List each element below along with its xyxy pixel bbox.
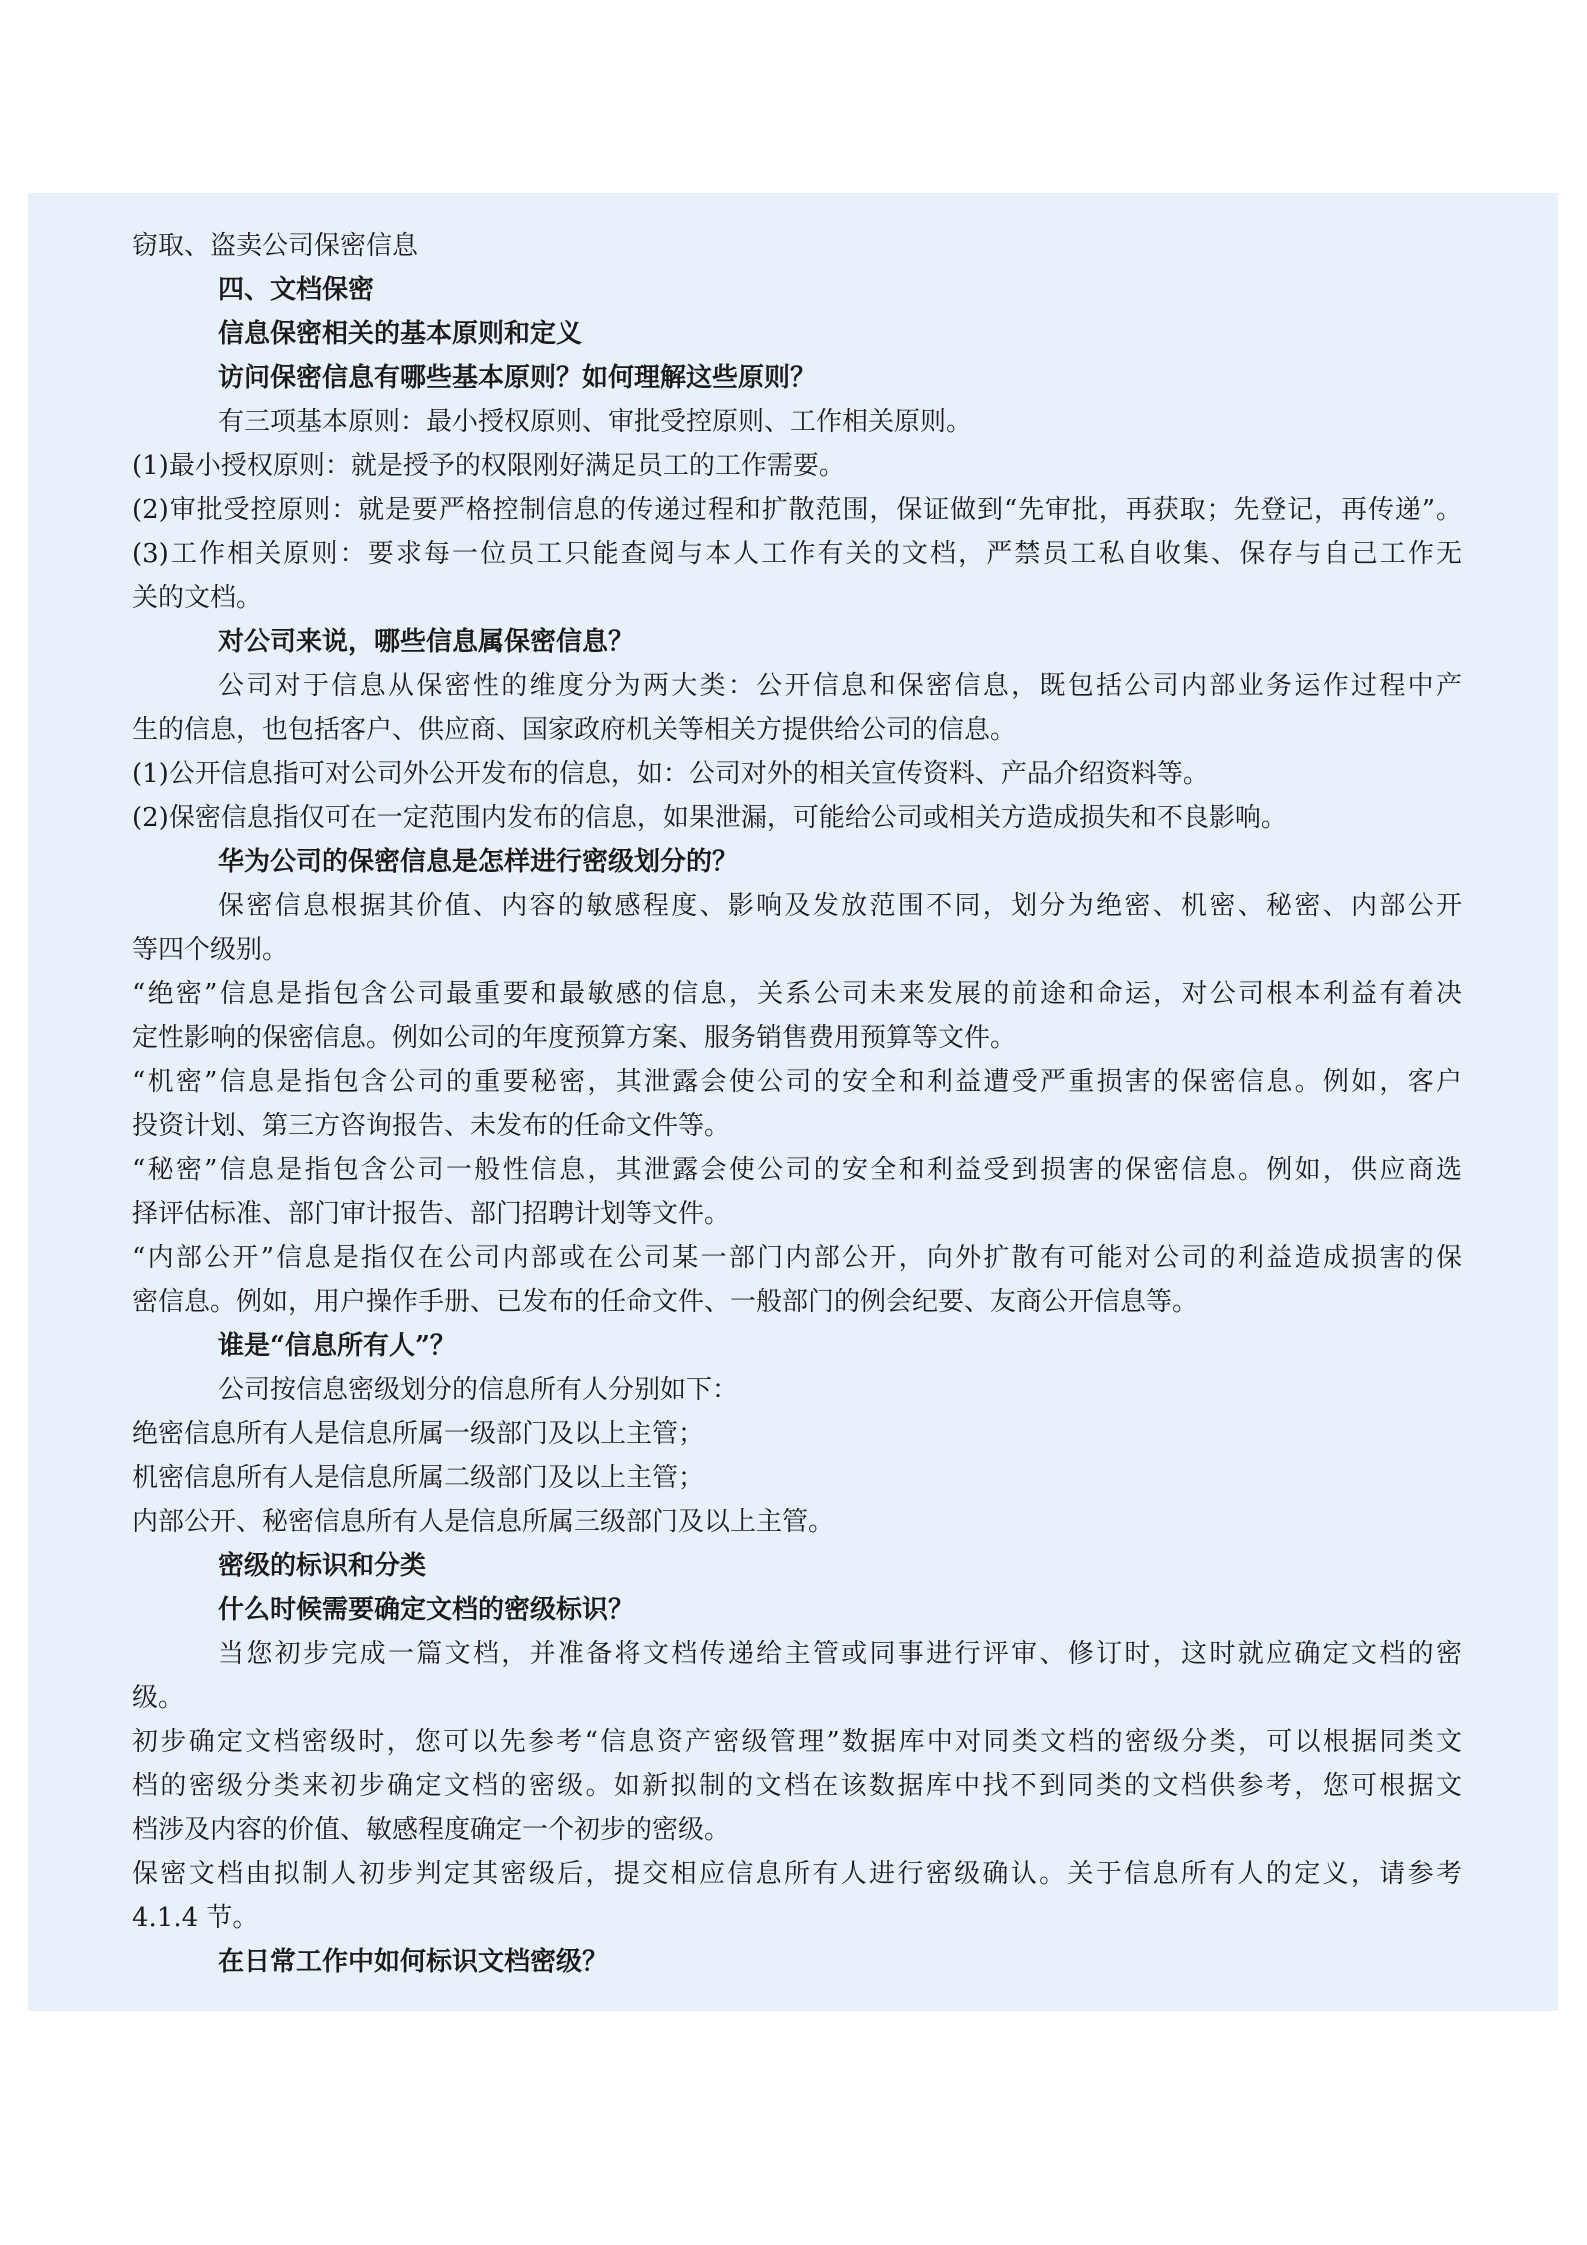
paragraph-line: 保密文档由拟制人初步判定其密级后，提交相应信息所有人进行密级确认。关于信息所有人的定义，请参考	[132, 1859, 1462, 1889]
paragraph-line: “秘密”信息是指包含公司一般性信息，其泄露会使公司的安全和利益受到损害的保密信息。例如，供应商选	[132, 1155, 1462, 1185]
paragraph-line: 定性影响的保密信息。例如公司的年度预算方案、服务销售费用预算等文件。	[132, 1023, 1017, 1053]
paragraph-line: 档的密级分类来初步确定文档的密级。如新拟制的文档在该数据库中找不到同类的文档供参考，您可根据文	[132, 1771, 1462, 1801]
paragraph-line: (2)审批受控原则：就是要严格控制信息的传递过程和扩散范围，保证做到“先审批，再获取；先登记，再传递”。	[132, 495, 1462, 525]
document-body	[132, 224, 1462, 1984]
paragraph-line: 内部公开、秘密信息所有人是信息所属三级部门及以上主管。	[132, 1507, 835, 1537]
section-heading: 访问保密信息有哪些基本原则？如何理解这些原则？	[218, 363, 817, 393]
paragraph-line: 有三项基本原则：最小授权原则、审批受控原则、工作相关原则。	[218, 407, 973, 437]
paragraph-line: 生的信息，也包括客户、供应商、国家政府机关等相关方提供给公司的信息。	[132, 715, 1017, 745]
paragraph-line: 档涉及内容的价值、敏感程度确定一个初步的密级。	[132, 1815, 731, 1845]
paragraph-line: 绝密信息所有人是信息所属一级部门及以上主管；	[132, 1419, 705, 1449]
paragraph-line: (2)保密信息指仅可在一定范围内发布的信息，如果泄漏，可能给公司或相关方造成损失和不良影响。	[132, 803, 1287, 833]
paragraph-line: 级。	[132, 1683, 185, 1713]
section-heading: 对公司来说，哪些信息属保密信息？	[218, 627, 635, 657]
paragraph-line: “内部公开”信息是指仅在公司内部或在公司某一部门内部公开，向外扩散有可能对公司的利益造成损害的保	[132, 1243, 1462, 1273]
paragraph-line: 窃取、盗卖公司保密信息	[132, 231, 419, 261]
section-heading: 四、文档保密	[218, 275, 375, 305]
paragraph-line: (1)最小授权原则：就是授予的权限刚好满足员工的工作需要。	[132, 451, 845, 481]
paragraph-line: 公司对于信息从保密性的维度分为两大类：公开信息和保密信息，既包括公司内部业务运作过程中产	[218, 671, 1462, 701]
paragraph-line: 初步确定文档密级时，您可以先参考“信息资产密级管理”数据库中对同类文档的密级分类，可以根据同类文	[132, 1727, 1462, 1757]
section-heading: 密级的标识和分类	[218, 1551, 427, 1581]
section-heading: 什么时候需要确定文档的密级标识？	[218, 1595, 635, 1625]
paragraph-line: (3)工作相关原则：要求每一位员工只能查阅与本人工作有关的文档，严禁员工私自收集、保存与自己工作无	[132, 539, 1462, 569]
paragraph-line: 4.1.4 节。	[132, 1903, 259, 1933]
section-heading: 华为公司的保密信息是怎样进行密级划分的？	[218, 847, 739, 877]
section-heading: 谁是“信息所有人”？	[218, 1331, 456, 1361]
paragraph-line: (1)公开信息指可对公司外公开发布的信息，如：公司对外的相关宣传资料、产品介绍资料等。	[132, 759, 1209, 789]
paragraph-line: 密信息。例如，用户操作手册、已发布的任命文件、一般部门的例会纪要、友商公开信息等。	[132, 1287, 1199, 1317]
section-heading: 信息保密相关的基本原则和定义	[218, 319, 583, 349]
section-heading: 在日常工作中如何标识文档密级？	[218, 1947, 609, 1977]
paragraph-line: “机密”信息是指包含公司的重要秘密，其泄露会使公司的安全和利益遭受严重损害的保密信息。例如，客户	[132, 1067, 1462, 1097]
paragraph-line: 投资计划、第三方咨询报告、未发布的任命文件等。	[132, 1111, 731, 1141]
paragraph-line: 当您初步完成一篇文档，并准备将文档传递给主管或同事进行评审、修订时，这时就应确定文档的密	[218, 1639, 1462, 1669]
paragraph-line: 择评估标准、部门审计报告、部门招聘计划等文件。	[132, 1199, 731, 1229]
paragraph-line: 保密信息根据其价值、内容的敏感程度、影响及发放范围不同，划分为绝密、机密、秘密、内部公开	[218, 891, 1462, 921]
paragraph-line: “绝密”信息是指包含公司最重要和最敏感的信息，关系公司未来发展的前途和命运，对公司根本利益有着决	[132, 979, 1462, 1009]
paragraph-line: 公司按信息密级划分的信息所有人分别如下：	[218, 1375, 739, 1405]
paragraph-line: 等四个级别。	[132, 935, 289, 965]
paragraph-line: 机密信息所有人是信息所属二级部门及以上主管；	[132, 1463, 705, 1493]
paragraph-line: 关的文档。	[132, 583, 263, 613]
